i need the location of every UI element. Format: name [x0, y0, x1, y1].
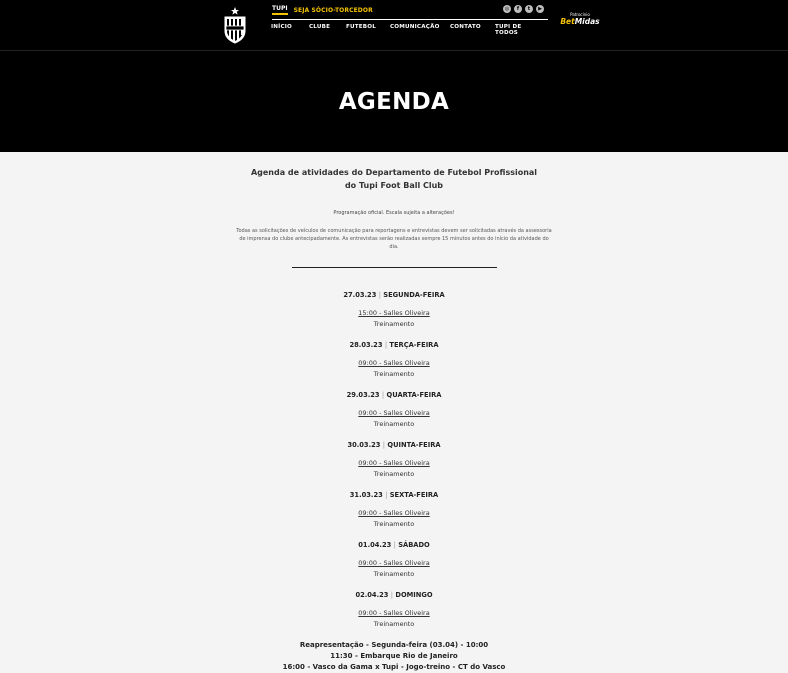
tupi-badge: TUPI — [272, 5, 288, 15]
nav-comunicacao[interactable]: COMUNICAÇÃO — [390, 24, 440, 30]
schedule-item — [0, 340, 788, 380]
schedule-item — [0, 490, 788, 530]
closing-line: 11:30 - Embarque Rio de Janeiro — [330, 652, 458, 660]
sponsor-tag: Patrocínio — [570, 12, 590, 17]
schedule-notice: Programação oficial. Escala sujeita a alterações! — [333, 210, 455, 216]
press-disclaimer: Todas as solicitações de veículos de comunicação para reportagens e entrevistas devem ser solicitadas através da assessoria de imprensa do clube antecipadamente. As entrevistas serão realizadas sempre 15 minutos antes do início da atividade do dia. — [236, 228, 552, 250]
event-time-location-link[interactable]: 09:00 - Salles Oliveira — [358, 559, 430, 567]
event-time-location-link[interactable]: 09:00 - Salles Oliveira — [358, 409, 430, 417]
topbar — [272, 5, 373, 15]
hero-banner — [0, 50, 788, 152]
event-activity: Treinamento — [373, 370, 415, 378]
youtube-icon[interactable]: ▶ — [536, 5, 544, 13]
nav-tupi-de-todos[interactable]: TUPI DE TODOS — [495, 24, 522, 36]
schedule-item — [0, 390, 788, 430]
main-nav — [271, 24, 545, 36]
event-time-location-link[interactable]: 09:00 - Salles Oliveira — [358, 609, 430, 617]
event-activity: Treinamento — [373, 320, 415, 328]
event-date-line: 28.03.23 | TERÇA-FEIRA — [349, 341, 439, 349]
schedule-list — [0, 290, 788, 630]
event-time-location-link[interactable]: 09:00 - Salles Oliveira — [358, 459, 430, 467]
nav-futebol[interactable]: FUTEBOL — [346, 24, 376, 30]
event-time-location-link[interactable]: 15:00 - Salles Oliveira — [358, 309, 430, 317]
club-crest-logo[interactable] — [222, 6, 248, 44]
closing-line: Reapresentação - Segunda-feira (03.04) - 10:00 — [299, 641, 489, 649]
event-date-line: 29.03.23 | QUARTA-FEIRA — [346, 391, 442, 399]
instagram-icon[interactable]: ◎ — [504, 6, 510, 12]
event-date-line: 02.04.23 | DOMINGO — [355, 591, 433, 599]
event-activity: Treinamento — [373, 570, 415, 578]
closing-notes — [0, 640, 788, 673]
event-activity: Treinamento — [373, 620, 415, 628]
site-header — [0, 0, 788, 50]
agenda-content — [0, 166, 788, 673]
sponsor-logo[interactable] — [560, 12, 600, 26]
facebook-icon[interactable]: f — [514, 5, 522, 13]
schedule-item — [0, 540, 788, 580]
nav-contato[interactable]: CONTATO — [450, 24, 481, 30]
event-activity: Treinamento — [373, 420, 415, 428]
schedule-item — [0, 590, 788, 630]
section-divider — [292, 267, 497, 268]
intro-title: Agenda de atividades do Departamento de Futebol Profissional do Tupi Foot Ball Club — [250, 168, 538, 190]
event-date-line: 31.03.23 | SEXTA-FEIRA — [349, 491, 439, 499]
nav-clube[interactable]: CLUBE — [309, 24, 331, 30]
page-title: AGENDA — [338, 88, 450, 115]
socio-torcedor-link[interactable]: SEJA SÓCIO-TORCEDOR — [293, 6, 373, 14]
event-activity: Treinamento — [373, 470, 415, 478]
schedule-item — [0, 290, 788, 330]
sponsor-brand: BetMidas — [560, 17, 600, 26]
event-time-location-link[interactable]: 09:00 - Salles Oliveira — [358, 359, 430, 367]
event-date-line: 30.03.23 | QUINTA-FEIRA — [347, 441, 441, 449]
nav-inicio[interactable]: INÍCIO — [271, 24, 292, 30]
event-activity: Treinamento — [373, 520, 415, 528]
schedule-item — [0, 440, 788, 480]
event-time-location-link[interactable]: 09:00 - Salles Oliveira — [358, 509, 430, 517]
event-date-line: 01.04.23 | SÁBADO — [358, 541, 430, 549]
closing-line: 16:00 - Vasco da Gama x Tupi - Jogo-treino - CT do Vasco — [282, 663, 506, 671]
event-date-line: 27.03.23 | SEGUNDA-FEIRA — [343, 291, 445, 299]
twitter-icon[interactable]: t — [525, 5, 533, 13]
header-divider — [272, 19, 548, 20]
social-icons — [503, 5, 544, 13]
